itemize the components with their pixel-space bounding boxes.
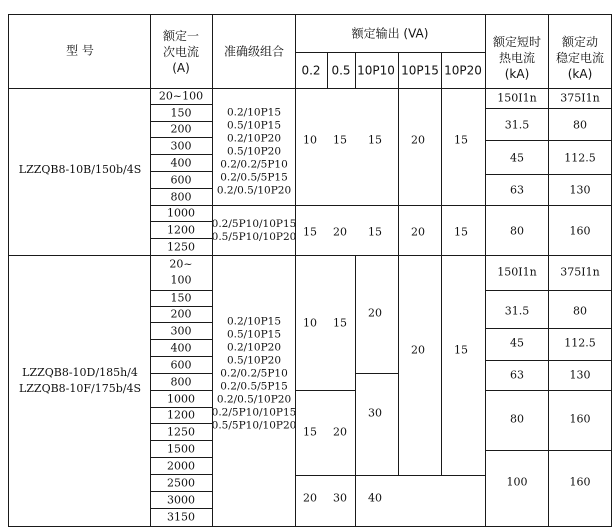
s1-out-0-5-a: 15: [333, 133, 347, 147]
s1-current: 1250: [167, 240, 195, 254]
s2-dynamic: 160: [569, 412, 591, 426]
rule: [150, 14, 151, 527]
s1-thermal: 45: [510, 151, 524, 165]
s2-out-10p20: 15: [454, 343, 468, 357]
s2-out-0-2-a: 10: [303, 316, 317, 330]
s2-dynamic: 160: [569, 475, 591, 489]
header-model: 型 号: [66, 43, 94, 58]
rule: [398, 255, 399, 475]
s2-thermal: 31.5: [504, 304, 530, 318]
s1-dynamic: 130: [569, 183, 591, 197]
s1-current: 20~100: [158, 89, 204, 103]
rule: [8, 88, 612, 89]
header-output-0-5: 0.5: [331, 63, 351, 78]
s2-dynamic: 112.5: [564, 336, 596, 350]
s1-current: 1000: [167, 206, 195, 220]
s2-current: 300: [170, 324, 192, 338]
s2-combo: 0.2/10P15 0.5/10P15 0.2/10P20 0.5/10P20 0.2/0.2/5P10 0.2/0.5/5P15 0.2/0.5/10P20 0.2/5P10/10P15 0.5/5P10/10P20: [211, 315, 297, 432]
s1-combo-b: 0.2/5P10/10P15 0.5/5P10/10P20: [211, 218, 297, 243]
rule: [150, 491, 212, 492]
s2-thermal: 100: [506, 475, 528, 489]
s2-out-0-5-c: 30: [333, 491, 347, 505]
s1-current: 400: [170, 156, 192, 170]
rule: [355, 255, 356, 527]
s1-out-0-2-a: 10: [303, 133, 317, 147]
header-rated-output: 额定输出 (VA): [351, 26, 429, 41]
s2-current: 150: [170, 291, 192, 305]
s2-current: 800: [170, 375, 192, 389]
rule: [485, 450, 612, 451]
rule: [150, 104, 212, 105]
header-output-0-2: 0.2: [301, 63, 321, 78]
rule: [485, 205, 612, 206]
s2-thermal: 63: [510, 368, 524, 382]
s2-current: 20~: [169, 257, 193, 271]
s1-current: 800: [170, 190, 192, 204]
s1-out-0-5-b: 20: [333, 225, 347, 239]
s2-dynamic: 375I1n: [560, 265, 600, 279]
s1-out-10p15-b: 20: [411, 225, 425, 239]
rule: [8, 14, 9, 527]
rule: [150, 390, 212, 391]
header-rated-primary-current: 额定一 次电流 (A): [162, 29, 200, 75]
rule: [8, 526, 612, 527]
s2-current: 200: [170, 307, 192, 321]
rule: [150, 457, 212, 458]
rule: [355, 52, 356, 88]
rule: [295, 475, 485, 476]
rule: [150, 508, 212, 509]
s2-current: 3150: [167, 510, 195, 524]
s1-combo-a: 0.2/10P15 0.5/10P15 0.2/10P20 0.5/10P20 0.2/0.2/5P10 0.2/0.5/5P15 0.2/0.5/10P20: [216, 106, 292, 197]
header-accuracy-combination: 准确级组合: [223, 44, 285, 59]
s1-current: 200: [170, 122, 192, 136]
s2-out-10p10-b: 30: [368, 406, 382, 420]
s2-current: 3000: [167, 493, 195, 507]
rule: [212, 205, 485, 206]
s2-current: 1250: [167, 425, 195, 439]
rule: [398, 52, 399, 88]
s2-out-0-2-c: 20: [303, 491, 317, 505]
s1-dynamic: 375I1n: [560, 91, 600, 105]
rule: [150, 474, 212, 475]
rule: [150, 423, 212, 424]
rule: [8, 14, 612, 15]
s2-current: 2000: [167, 459, 195, 473]
s1-thermal: 80: [510, 224, 524, 238]
rule: [485, 390, 612, 391]
section2-model: LZZQB8-10D/185h/4 LZZQB8-10F/175b/4S: [18, 366, 142, 395]
s2-out-10p10-c: 40: [368, 491, 382, 505]
s1-current: 300: [170, 139, 192, 153]
header-output-10p10: 10P10: [357, 63, 395, 78]
s2-current: 1000: [167, 392, 195, 406]
rule: [150, 339, 212, 340]
rule: [150, 440, 212, 441]
rule: [150, 221, 212, 222]
rule: [485, 108, 612, 109]
s2-thermal: 45: [510, 336, 524, 350]
rule: [441, 52, 442, 88]
rule: [327, 52, 328, 88]
s1-current: 600: [170, 173, 192, 187]
rule: [150, 356, 212, 357]
rule: [485, 328, 612, 329]
s2-current: 100: [170, 273, 192, 287]
rule: [295, 390, 355, 391]
rule: [150, 373, 212, 374]
rule: [485, 140, 612, 141]
rule: [355, 373, 398, 374]
rule: [8, 255, 612, 256]
rule: [485, 290, 612, 291]
s2-thermal: 150I1n: [497, 265, 537, 279]
s2-out-10p10-a: 20: [368, 306, 382, 320]
s1-current: 1200: [167, 223, 195, 237]
s2-out-10p15: 20: [411, 343, 425, 357]
s1-current: 150: [170, 106, 192, 120]
s1-thermal: 63: [510, 183, 524, 197]
s2-out-0-5-b: 20: [333, 425, 347, 439]
rule: [485, 360, 612, 361]
rule: [150, 188, 212, 189]
header-short-time-thermal: 额定短时 热电流 (kA): [492, 35, 542, 81]
rule: [150, 238, 212, 239]
s1-out-10p20-a: 15: [454, 133, 468, 147]
s2-current: 2500: [167, 476, 195, 490]
s1-thermal: 150I1n: [497, 91, 537, 105]
s1-thermal: 31.5: [504, 118, 530, 132]
s1-out-10p20-b: 15: [454, 225, 468, 239]
s2-dynamic: 130: [569, 368, 591, 382]
s2-current: 1200: [167, 408, 195, 422]
s2-out-0-2-b: 15: [303, 425, 317, 439]
rule: [150, 171, 212, 172]
s2-current: 1500: [167, 442, 195, 456]
rule: [295, 14, 296, 527]
rule: [150, 322, 212, 323]
section1-model: LZZQB8-10B/150b/4S: [18, 163, 142, 176]
s1-dynamic: 160: [569, 224, 591, 238]
s2-dynamic: 80: [573, 304, 587, 318]
rule: [485, 174, 612, 175]
s2-out-0-5-a: 15: [333, 316, 347, 330]
rule: [398, 88, 399, 255]
s2-current: 600: [170, 358, 192, 372]
header-output-10p15: 10P15: [401, 63, 439, 78]
rule: [295, 52, 485, 53]
s1-dynamic: 112.5: [564, 151, 596, 165]
s1-out-10p10-b: 15: [368, 225, 382, 239]
rule: [150, 137, 212, 138]
s2-current: 400: [170, 341, 192, 355]
s1-dynamic: 80: [573, 118, 587, 132]
rule: [150, 154, 212, 155]
s1-out-10p15-a: 20: [411, 133, 425, 147]
s1-out-10p10-a: 15: [368, 133, 382, 147]
s2-thermal: 80: [510, 412, 524, 426]
header-output-10p20: 10P20: [444, 63, 482, 78]
rule: [212, 14, 213, 527]
rule: [441, 88, 442, 255]
s1-out-0-2-b: 15: [303, 225, 317, 239]
rule: [441, 255, 442, 475]
header-dynamic-stable: 额定动 稳定电流 (kA): [555, 35, 605, 81]
